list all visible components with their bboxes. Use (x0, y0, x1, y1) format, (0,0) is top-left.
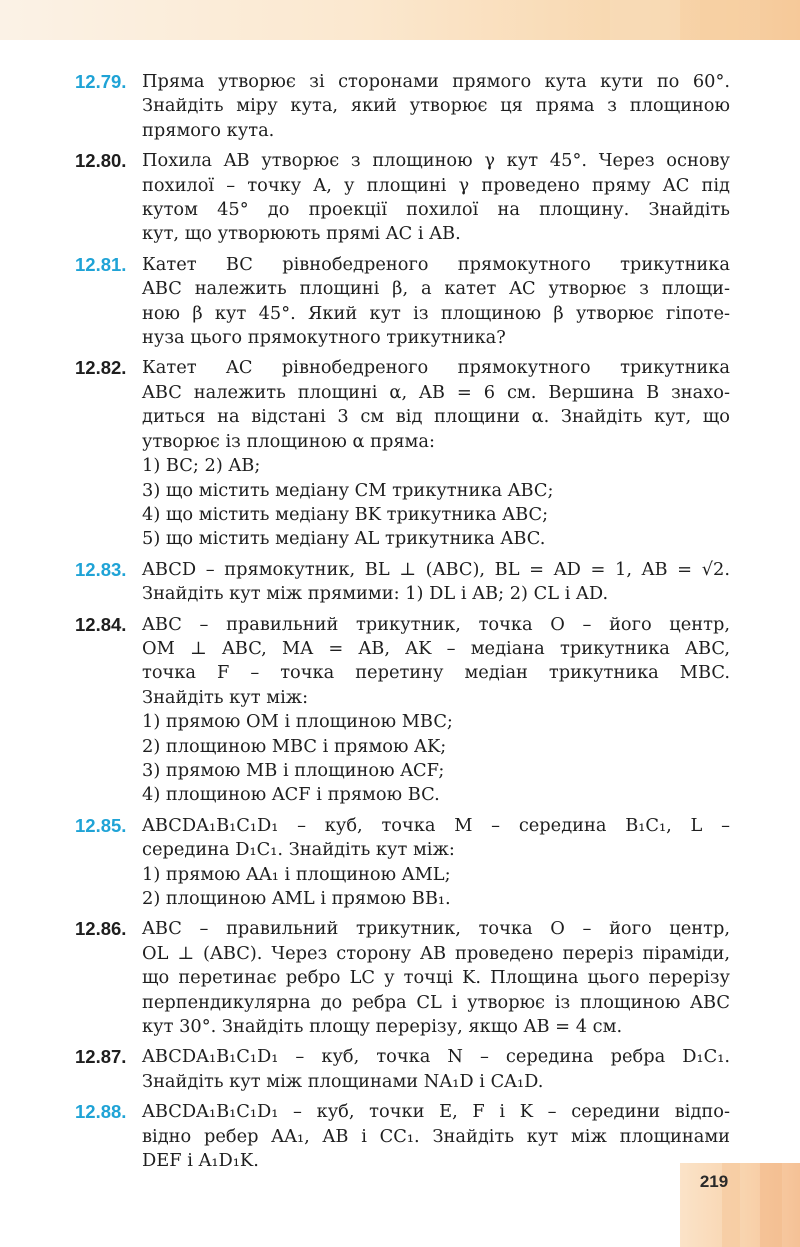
problem-number: 12.82. (75, 357, 127, 379)
problem-item (75, 70, 730, 143)
problem-item (75, 917, 730, 1039)
problem-text-line: середина D₁C₁. Знайдіть кут між: (142, 839, 455, 861)
problem-text-line: ABC належить площині α, AB = 6 см. Вершина B знахо- (142, 381, 730, 403)
problem-text-line: 3) що містить медіану CM трикутника ABC; (142, 479, 554, 501)
top-decorative-band (0, 0, 800, 40)
problem-text-line: Знайдіть міру кута, який утворює ця пряма з площиною (142, 95, 730, 117)
problem-text-line: 1) прямою AA₁ і площиною AML; (142, 863, 451, 885)
problem-text (142, 253, 730, 351)
problem-text-line: кут 30°. Знайдіть площу перерізу, якщо AB = 4 см. (142, 1016, 623, 1038)
problem-number: 12.79. (75, 71, 127, 92)
problem-text-line: диться на відстані 3 см від площини α. Знайдіть кут, що (142, 406, 730, 428)
problem-item (75, 1100, 730, 1173)
problem-text-line: похилої – точку A, у площині γ проведено пряму AC під (142, 174, 730, 196)
problem-number: 12.80. (75, 150, 127, 172)
problem-text-line: Похила AB утворює з площиною γ кут 45°. Через основу (142, 150, 730, 172)
problem-text (142, 1100, 730, 1173)
problem-text-line: ABC належить площині β, а катет AC утворює з площи- (142, 278, 730, 300)
problem-text-line: Катет AC рівнобедреного прямокутного трикутника (142, 357, 730, 379)
problem-number: 12.84. (75, 613, 127, 635)
top-band-block (700, 0, 760, 40)
problem-text-line: ABCDA₁B₁C₁D₁ – куб, точка M – середина B₁C₁, L – (142, 814, 730, 836)
problem-text-line: 5) що містить медіану AL трикутника ABC. (142, 528, 546, 550)
problem-text (142, 1045, 730, 1094)
problem-text-line: DEF і A₁D₁K. (142, 1150, 259, 1172)
corner-stripe (760, 1163, 782, 1247)
problem-text-line: ABCD – прямокутник, BL ⊥ (ABC), BL = AD = 1, AB = √2. (142, 558, 730, 580)
problem-text-line: ABCDA₁B₁C₁D₁ – куб, точка N – середина ребра D₁C₁. (142, 1046, 730, 1068)
problem-text-line: кутом 45° до проекції похилої на площину. Знайдіть (142, 199, 730, 221)
problem-number: 12.87. (75, 1046, 127, 1068)
problem-text-line: Катет BC рівнобедреного прямокутного трикутника (142, 253, 730, 275)
problem-text-line: прямого кута. (142, 119, 275, 141)
problem-text-line: точка F – точка перетину медіан трикутника MBC. (142, 662, 730, 684)
problem-text-line: 4) що містить медіану BK трикутника ABC; (142, 503, 549, 525)
problem-text-line: 2) площиною AML і прямою BB₁. (142, 888, 451, 909)
problem-number: 12.86. (75, 918, 127, 940)
problem-number: 12.83. (75, 558, 127, 580)
problem-item (75, 814, 730, 912)
problem-text-line: Пряма утворює зі сторонами прямого кута кути по 60°. (142, 71, 730, 92)
problem-text (142, 814, 730, 912)
problem-text-line: OL ⊥ (ABC). Через сторону AB проведено переріз піраміди, (142, 942, 730, 964)
problem-number: 12.81. (75, 253, 127, 275)
problem-text-line: відно ребер AA₁, AB і CC₁. Знайдіть кут між площинами (142, 1125, 730, 1147)
problem-text (142, 558, 730, 607)
problem-text-line: кут, що утворюють прямі AC і AB. (142, 223, 461, 245)
problem-text-line: ABC – правильний трикутник, точка O – його центр, (142, 918, 730, 940)
problem-item (75, 253, 730, 351)
problem-item (75, 149, 730, 247)
top-band-block (610, 0, 680, 40)
problem-text (142, 917, 730, 1039)
problem-text-line: OM ⊥ ABC, MA = AB, AK – медіана трикутника ABC, (142, 637, 730, 659)
problem-number: 12.85. (75, 814, 127, 836)
problem-text-line: 3) прямою MB і площиною ACF; (142, 759, 445, 781)
problem-text-line: Знайдіть кут між: (142, 686, 309, 708)
problem-item (75, 1045, 730, 1094)
problem-text-line: перпендикулярна до ребра CL і утворює із площиною ABC (142, 991, 730, 1013)
problem-item (75, 613, 730, 808)
problem-text-line: 4) площиною ACF і прямою BC. (142, 784, 440, 806)
problem-item (75, 558, 730, 607)
problem-text-line: 1) прямою OM і площиною MBC; (142, 711, 453, 733)
problem-text-line: ною β кут 45°. Який кут із площиною β утворює гіпоте- (142, 302, 730, 324)
problem-text-line: 2) площиною MBC і прямою AK; (142, 735, 447, 757)
problem-text-line: 1) BC; 2) AB; (142, 455, 261, 477)
problem-text (142, 70, 730, 143)
problem-number: 12.88. (75, 1101, 127, 1123)
problem-text-line: що перетинає ребро LC у точці K. Площина цього перерізу (142, 967, 730, 989)
problem-text (142, 356, 730, 551)
problem-text-line: Знайдіть кут між прямими: 1) DL і AB; 2) CL і AD. (142, 583, 609, 605)
problem-text-line: утворює із площиною α пряма: (142, 430, 435, 452)
problem-text (142, 149, 730, 247)
problem-text (142, 613, 730, 808)
problem-item (75, 356, 730, 551)
problem-text-line: нуза цього прямокутного трикутника? (142, 327, 506, 349)
problem-text-line: ABC – правильний трикутник, точка O – його центр, (142, 613, 730, 635)
problem-text-line: Знайдіть кут між площинами NA₁D і CA₁D. (142, 1070, 544, 1092)
problem-text-line: ABCDA₁B₁C₁D₁ – куб, точки E, F і K – середини відпо- (142, 1101, 730, 1123)
page-number: 219 (699, 1172, 729, 1191)
problem-list (75, 70, 730, 1179)
